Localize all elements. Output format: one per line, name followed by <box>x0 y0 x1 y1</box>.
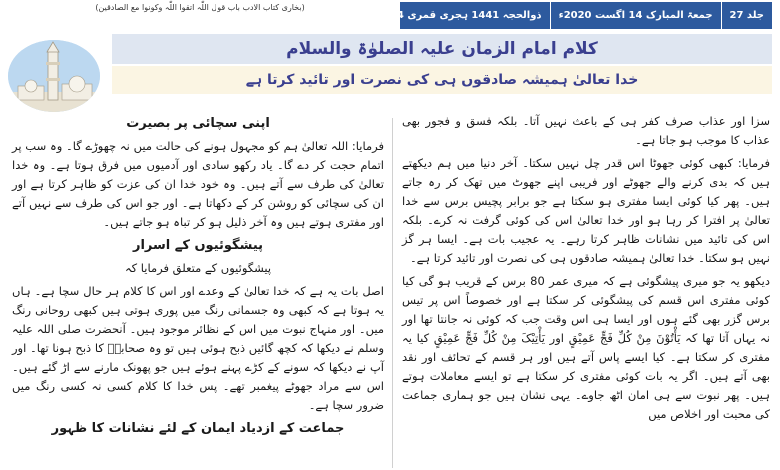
volume-label: جلد 27 <box>721 2 772 29</box>
top-strip <box>0 0 780 32</box>
paragraph: اصل بات یہ ہے کہ خدا تعالیٰ کے وعدے اور اس کا کلام ہر حال سچا ہے۔ ہاں یہ ہوتا ہے کہ کبھی وہ جسمانی رنگ میں پوری ہوتی ہیں کبھی روحانی رنگ میں۔ اور منہاج نبوت میں اس کے نظائر موجود ہیں۔ آنحضرت صلی اللہ علیہ وسلم نے دیکھا کہ کچھ گائیں ذبح ہوئی ہیں تو وہ صحابہؓ کا ذبح ہونا تھا۔ اور آپ نے دیکھا کہ سونے کے کڑے پہنے ہوئے ہیں جو پھونک مارنے سے اڑ گئے ہیں۔ اس سے مراد جھوٹے پیغمبر تھے۔ پس خدا کا کلام کسی نہ کسی رنگ میں ضرور سچا ہے۔ <box>12 284 384 412</box>
title-band <box>0 32 780 112</box>
page-subtitle: خدا تعالیٰ ہمیشہ صادقوں ہی کی نصرت اور تائید کرتا ہے <box>112 66 772 94</box>
section-heading: جماعت کے ازدیاد ایمان کے لئے نشانات کا ظہور <box>51 421 345 436</box>
gregorian-date: جمعۃ المبارک 14 اگست 2020ء <box>550 2 721 29</box>
issue-number: شمارہ 65 <box>158 10 208 21</box>
paragraph: سزا اور عذاب صرف کفر ہی کے باعث نہیں آتا۔ بلکہ فسق و فجور بھی عذاب کا موجب ہو جاتا ہے۔ <box>402 114 770 147</box>
paragraph: فرمایا: کبھی کوئی جھوٹا اس قدر چل نہیں سکتا۔ آخر دنیا میں ہم دیکھتے ہیں کہ بدی کرنے والے جھوٹے اور فریبی اپنے جھوٹ میں تھک کر رہ جاتے ہیں۔ پھر کیا کوئی ایسا مفتری ہو سکتا ہے جو برابر پچیس برس سے خدا تعالیٰ پر افترا کر رہا ہو اور خدا تعالیٰ اس کی کوئی گرفت نہ کرے۔ بلکہ اس کی تائید میں نشانات ظاہر کرتا رہے۔ یہ عجیب بات ہے۔ ایسا ہر گز نہیں ہو سکتا۔ خدا تعالیٰ ہمیشہ صادقوں ہی کی نصرت اور تائید کرتا ہے۔ <box>402 156 770 265</box>
paragraph: فرمایا: اللہ تعالیٰ ہم کو مجہول ہونے کی حالت میں نہ چھوڑے گا۔ وہ سب پر اتمام حجت کر دے گا۔ یاد رکھو سادی اور آدمیوں میں فرق ہوتا ہے۔ وہ خدا تعالیٰ کی طرف سے آتے ہیں۔ وہ خود خدا ان کی عزت کو ظاہر کرتا ہے اور ان کی سچائی کو روشن کر کے دکھاتا ہے۔ اور جو اس کی طرف سے نہیں آتے اور مفتری ہوتے ہیں وہ آخر ذلیل ہو کر تباہ ہو جاتے ہیں۔ <box>12 139 384 229</box>
section-heading: پیشگوئیوں کے اسرار <box>132 238 264 253</box>
section-heading: اپنی سچائی پر بصیرت <box>126 116 270 131</box>
minaret-logo-icon <box>8 40 100 112</box>
subheading: پیشگوئیوں کے متعلق فرمایا کہ <box>124 261 272 275</box>
hadith-reference: (بخاری کتاب الادب باب قول اللّٰہ اتقوا اللّٰہ وکونوا مع الصادقین) <box>0 0 400 32</box>
page-title: کلام امام الزمان علیہ الصلوٰۃ والسلام <box>112 34 772 64</box>
right-column <box>402 112 770 428</box>
left-column <box>12 112 384 442</box>
column-divider <box>392 118 393 468</box>
shamsi-date: 14 ظہور 1399 ہجری شمسی <box>216 2 381 29</box>
hijri-date: 24 ذوالحجہ 1441 ہجری قمری <box>381 2 550 29</box>
paragraph: دیکھو یہ جو میری پیشگوئی ہے کہ میری عمر 80 برس کے قریب ہو گی کیا کوئی مفتری اس قسم کی پیشگوئی کر سکتا ہے اور خصوصاً اس پر تیس برس گزر بھی گئے ہوں اور ایسا ہی اس وقت جب کہ کوئی نہ جانتا تھا اور نہ یہاں آتا تھا کہ یَأْتُوْنَ مِنْ کُلِّ فَجٍّ عَمِیْقٍ اور یَأْتِیْکَ مِنْ کُلِّ فَجٍّ عَمِیْقٍ کیا یہ مفتری کر سکتا ہے۔ کیا ایسے پاس آتے ہیں اور ہر قسم کے تحائف اور نقد بھی آتے ہیں۔ اگر یہ بات کوئی مفتری کر سکتا ہے تو ایسے معاملات ہوتے ہیں۔ پھر نبوت سے ہی امان اٹھ جاوے۔ یہی نشان ہیں جو ہماری جماعت کی محبت اور اخلاص میں <box>402 274 770 421</box>
